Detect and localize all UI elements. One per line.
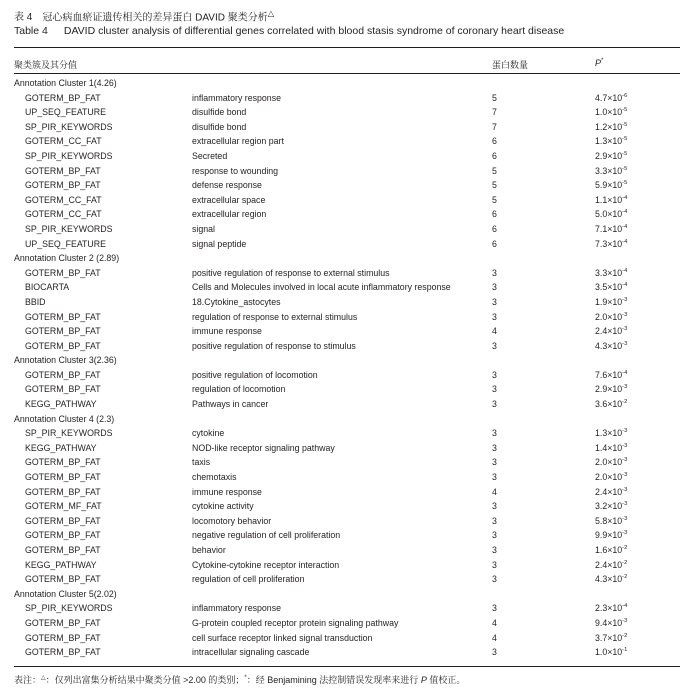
p-value-cell — [595, 384, 627, 394]
p-value-exponent: -2 — [622, 574, 628, 581]
term-cell: extracellular region part — [192, 136, 284, 147]
footnote-mark-2: * — [244, 675, 247, 681]
table-label-cn: 表 4 — [14, 12, 33, 24]
p-value-exponent: -3 — [622, 311, 628, 318]
count-cell: 4 — [492, 326, 497, 337]
count-cell: 4 — [492, 632, 497, 643]
p-value-exponent: -3 — [622, 515, 628, 522]
p-value-cell — [595, 443, 627, 453]
p-value-cell — [595, 93, 627, 103]
term-cell: cytokine — [192, 428, 225, 439]
category-cell: GOTERM_BP_FAT — [25, 515, 101, 526]
p-value-base: 5.9×10 — [595, 180, 623, 191]
table-row — [0, 559, 694, 574]
p-value-cell — [595, 530, 627, 540]
category-cell: KEGG_PATHWAY — [25, 442, 97, 453]
table-row — [0, 208, 694, 223]
table-row — [0, 427, 694, 442]
header-count: 蛋白数量 — [492, 60, 529, 70]
term-cell: signal — [192, 223, 215, 234]
count-cell: 3 — [492, 282, 497, 293]
p-value-base: 7.1×10 — [595, 223, 623, 234]
term-cell: immune response — [192, 326, 262, 337]
count-cell: 4 — [492, 486, 497, 497]
p-value-base: 4.3×10 — [595, 574, 623, 585]
table-row — [0, 442, 694, 457]
table-row — [0, 529, 694, 544]
footnote-p-letter: P — [420, 675, 427, 685]
p-value-exponent: -2 — [622, 545, 628, 551]
p-value-base: 1.3×10 — [595, 136, 623, 147]
p-value-cell — [595, 326, 627, 336]
count-cell: 3 — [492, 428, 497, 439]
category-cell: BBID — [25, 296, 46, 307]
p-value-cell — [595, 516, 627, 526]
table-row — [0, 223, 694, 238]
p-value-base: 7.3×10 — [595, 238, 623, 249]
count-cell: 6 — [492, 238, 497, 249]
p-value-base: 1.6×10 — [595, 545, 623, 555]
cluster-header-row — [0, 354, 694, 369]
p-value-base: 3.2×10 — [595, 501, 623, 512]
category-cell: SP_PIR_KEYWORDS — [25, 603, 113, 614]
table-row — [0, 135, 694, 150]
table-label-en: Table 4 — [14, 25, 48, 37]
term-cell: behavior — [192, 545, 226, 555]
cluster-header-row — [0, 588, 694, 603]
category-cell: GOTERM_BP_FAT — [25, 486, 101, 497]
p-value-cell — [595, 428, 627, 438]
p-value-exponent: -5 — [622, 180, 628, 187]
cluster-header-row — [0, 252, 694, 267]
footnote-mark-1: △ — [41, 675, 46, 681]
p-value-cell — [595, 136, 627, 146]
table-row — [0, 383, 694, 398]
p-value-base: 9.9×10 — [595, 530, 623, 541]
table-row — [0, 602, 694, 617]
category-cell: GOTERM_BP_FAT — [25, 632, 101, 643]
table-row — [0, 179, 694, 194]
category-cell: GOTERM_BP_FAT — [25, 472, 101, 483]
term-cell: inflammatory response — [192, 92, 281, 103]
table-row — [0, 92, 694, 107]
p-value-cell — [595, 282, 627, 292]
p-value-exponent: -3 — [622, 340, 628, 347]
cluster-label: Annotation Cluster 3(2.36) — [14, 355, 117, 366]
category-cell: SP_PIR_KEYWORDS — [25, 223, 113, 234]
count-cell: 3 — [492, 340, 497, 351]
p-value-exponent: -5 — [622, 165, 628, 172]
cluster-label: Annotation Cluster 5(2.02) — [14, 588, 117, 599]
category-cell: SP_PIR_KEYWORDS — [25, 428, 113, 439]
p-value-cell — [595, 151, 627, 161]
category-cell: BIOCARTA — [25, 282, 70, 293]
cluster-header-row — [0, 77, 694, 92]
category-cell: GOTERM_BP_FAT — [25, 530, 101, 541]
p-value-exponent: -3 — [622, 486, 628, 493]
count-cell: 3 — [492, 501, 497, 512]
category-cell: KEGG_PATHWAY — [25, 559, 97, 570]
caption-footnote-mark: △ — [267, 8, 275, 18]
table-row — [0, 456, 694, 471]
cluster-header-row — [0, 413, 694, 428]
p-value-exponent: -4 — [622, 267, 628, 274]
p-value-cell — [595, 399, 627, 409]
p-value-base: 1.0×10 — [595, 107, 623, 118]
table-row — [0, 194, 694, 209]
p-value-exponent: -5 — [622, 136, 628, 143]
header-p-value — [595, 58, 603, 68]
p-value-exponent: -6 — [622, 92, 628, 99]
category-cell: KEGG_PATHWAY — [25, 399, 97, 410]
term-cell: response to wounding — [192, 165, 279, 176]
count-cell: 3 — [492, 515, 497, 526]
category-cell: GOTERM_BP_FAT — [25, 647, 101, 658]
category-cell: GOTERM_BP_FAT — [25, 384, 101, 395]
count-cell: 3 — [492, 296, 497, 307]
p-value-exponent: -3 — [622, 442, 628, 449]
category-cell: GOTERM_BP_FAT — [25, 617, 101, 628]
footnote-text-1: ：仅列出富集分析结果中聚类分值 >2.00 的类别； — [45, 675, 245, 685]
p-value-base: 2.3×10 — [595, 603, 623, 614]
term-cell: disulfide bond — [192, 107, 247, 118]
p-value-cell — [595, 618, 627, 628]
table-row — [0, 296, 694, 311]
p-value-cell — [595, 370, 627, 380]
category-cell: GOTERM_CC_FAT — [25, 209, 102, 220]
p-value-exponent: -3 — [622, 530, 628, 537]
category-cell: GOTERM_BP_FAT — [25, 92, 101, 103]
p-value-exponent: -3 — [622, 457, 628, 464]
p-value-cell — [595, 180, 627, 190]
count-cell: 6 — [492, 209, 497, 220]
p-value-cell — [595, 603, 627, 613]
p-value-base: 2.9×10 — [595, 150, 623, 161]
p-value-exponent: -4 — [622, 282, 628, 289]
table-row — [0, 281, 694, 296]
table-row — [0, 515, 694, 530]
p-value-exponent: -4 — [622, 238, 628, 245]
count-cell: 3 — [492, 559, 497, 570]
p-value-cell — [595, 545, 627, 555]
p-value-base: 9.4×10 — [595, 617, 623, 628]
table-row — [0, 340, 694, 355]
p-value-cell — [595, 647, 627, 657]
p-value-base: 1.3×10 — [595, 428, 623, 439]
category-cell: GOTERM_BP_FAT — [25, 165, 101, 176]
table-row — [0, 398, 694, 413]
count-cell: 6 — [492, 150, 497, 161]
p-value-base: 5.8×10 — [595, 515, 623, 526]
table-row — [0, 500, 694, 515]
p-value-cell — [595, 107, 627, 117]
count-cell: 6 — [492, 223, 497, 234]
table-caption-en: DAVID cluster analysis of differential genes correlated with blood stasis syndrome of coronary heart disease — [63, 25, 565, 37]
term-cell: intracellular signaling cascade — [192, 647, 310, 658]
table-row — [0, 238, 694, 253]
term-cell: G-protein coupled receptor protein signaling pathway — [192, 617, 399, 628]
header-p-mark: * — [601, 58, 604, 64]
cluster-label: Annotation Cluster 2 (2.89) — [14, 253, 120, 264]
count-cell: 6 — [492, 136, 497, 147]
p-value-cell — [595, 122, 627, 132]
term-cell: Pathways in cancer — [192, 399, 269, 410]
term-cell: taxis — [192, 457, 211, 468]
p-value-base: 1.9×10 — [595, 296, 623, 307]
term-cell: signal peptide — [192, 238, 247, 249]
p-value-base: 2.9×10 — [595, 384, 623, 395]
term-cell: negative regulation of cell proliferation — [192, 530, 341, 541]
table-row — [0, 486, 694, 501]
p-value-cell — [595, 297, 627, 307]
p-value-base: 1.0×10 — [595, 647, 623, 658]
p-value-cell — [595, 633, 627, 643]
category-cell: SP_PIR_KEYWORDS — [25, 121, 113, 132]
count-cell: 5 — [492, 180, 497, 191]
p-value-cell — [595, 457, 627, 467]
p-value-exponent: -3 — [622, 326, 628, 333]
table-title-en — [14, 25, 564, 37]
table-row — [0, 573, 694, 588]
category-cell: SP_PIR_KEYWORDS — [25, 150, 113, 161]
term-cell: disulfide bond — [192, 121, 247, 132]
p-value-base: 5.0×10 — [595, 209, 623, 220]
category-cell: GOTERM_CC_FAT — [25, 194, 102, 205]
p-value-cell — [595, 472, 627, 482]
term-cell: positive regulation of response to external stimulus — [192, 267, 390, 278]
p-value-base: 7.6×10 — [595, 369, 623, 380]
category-cell: GOTERM_CC_FAT — [25, 136, 102, 147]
category-cell: GOTERM_BP_FAT — [25, 545, 101, 555]
p-value-base: 3.3×10 — [595, 267, 623, 278]
table-row — [0, 267, 694, 282]
p-value-base: 3.3×10 — [595, 165, 623, 176]
p-value-base: 1.1×10 — [595, 194, 623, 205]
p-value-cell — [595, 209, 627, 219]
table-row — [0, 165, 694, 180]
term-cell: 18.Cytokine_astocytes — [192, 296, 281, 307]
p-value-base: 3.5×10 — [595, 282, 623, 293]
count-cell: 4 — [492, 617, 497, 628]
category-cell: GOTERM_BP_FAT — [25, 267, 101, 278]
term-cell: extracellular space — [192, 194, 266, 205]
p-value-cell — [595, 574, 627, 584]
p-value-exponent: -5 — [622, 107, 628, 114]
count-cell: 3 — [492, 603, 497, 614]
term-cell: regulation of response to external stimulus — [192, 311, 358, 322]
p-value-cell — [595, 560, 627, 570]
table-row — [0, 150, 694, 165]
count-cell: 3 — [492, 442, 497, 453]
table-row — [0, 632, 694, 647]
cluster-label: Annotation Cluster 1(4.26) — [14, 78, 117, 88]
p-value-cell — [595, 268, 627, 278]
p-value-exponent: -4 — [622, 369, 628, 376]
p-value-cell — [595, 341, 627, 351]
term-cell: NOD-like receptor signaling pathway — [192, 442, 335, 453]
term-cell: Secreted — [192, 150, 228, 161]
table-row — [0, 544, 694, 559]
p-value-exponent: -4 — [622, 223, 628, 230]
count-cell: 3 — [492, 457, 497, 468]
category-cell: GOTERM_BP_FAT — [25, 180, 101, 191]
table-row — [0, 646, 694, 661]
table-header-rule — [14, 73, 680, 74]
count-cell: 7 — [492, 107, 497, 118]
term-cell: Cytokine-cytokine receptor interaction — [192, 559, 340, 570]
p-value-exponent: -2 — [622, 632, 628, 639]
p-value-cell — [595, 487, 627, 497]
p-value-cell — [595, 312, 627, 322]
category-cell: UP_SEQ_FEATURE — [25, 238, 106, 249]
p-value-exponent: -3 — [622, 501, 628, 508]
count-cell: 5 — [492, 165, 497, 176]
footnote-label: 表注： — [14, 675, 42, 685]
table-row — [0, 311, 694, 326]
p-value-exponent: -4 — [622, 209, 628, 216]
header-category: 聚类簇及其分值 — [14, 60, 78, 70]
count-cell: 3 — [492, 311, 497, 322]
table-row — [0, 325, 694, 340]
category-cell: GOTERM_BP_FAT — [25, 369, 101, 380]
table-row — [0, 121, 694, 136]
category-cell: GOTERM_BP_FAT — [25, 340, 101, 351]
count-cell: 3 — [492, 369, 497, 380]
p-value-exponent: -4 — [622, 603, 628, 610]
count-cell: 3 — [492, 399, 497, 410]
p-value-cell — [595, 195, 627, 205]
table-title-cn — [14, 8, 274, 23]
count-cell: 5 — [492, 92, 497, 103]
p-value-base: 2.4×10 — [595, 559, 623, 570]
p-value-base: 3.7×10 — [595, 632, 623, 643]
p-value-base: 1.4×10 — [595, 442, 623, 453]
p-value-exponent: -2 — [622, 559, 628, 566]
p-value-exponent: -5 — [622, 121, 628, 128]
table-row — [0, 369, 694, 384]
category-cell: GOTERM_BP_FAT — [25, 326, 101, 337]
p-value-base: 2.4×10 — [595, 326, 623, 337]
table-row — [0, 617, 694, 632]
p-value-exponent: -3 — [622, 617, 628, 624]
count-cell: 7 — [492, 121, 497, 132]
count-cell: 3 — [492, 472, 497, 483]
count-cell: 3 — [492, 384, 497, 395]
cluster-label: Annotation Cluster 4 (2.3) — [14, 413, 115, 424]
category-cell: UP_SEQ_FEATURE — [25, 107, 106, 118]
table-body — [0, 77, 694, 661]
p-value-cell — [595, 501, 627, 511]
p-value-exponent: -3 — [622, 384, 628, 391]
table-footnote — [14, 673, 465, 686]
p-value-cell — [595, 224, 627, 234]
p-value-base: 2.0×10 — [595, 472, 623, 483]
term-cell: chemotaxis — [192, 472, 237, 483]
count-cell: 3 — [492, 574, 497, 585]
table-bottom-rule — [14, 666, 680, 667]
term-cell: extracellular region — [192, 209, 267, 220]
term-cell: immune response — [192, 486, 262, 497]
count-cell: 3 — [492, 530, 497, 541]
category-cell: GOTERM_BP_FAT — [25, 574, 101, 585]
term-cell: positive regulation of response to stimulus — [192, 340, 356, 351]
term-cell: defense response — [192, 180, 262, 191]
p-value-exponent: -3 — [622, 296, 628, 303]
table-row — [0, 471, 694, 486]
term-cell: cytokine activity — [192, 501, 254, 512]
p-value-exponent: -1 — [622, 647, 628, 654]
count-cell: 3 — [492, 647, 497, 658]
header-p-letter: P — [595, 58, 602, 68]
count-cell: 3 — [492, 267, 497, 278]
table-caption-cn: 冠心病血瘀证遗传相关的差异蛋白 DAVID 聚类分析 — [42, 12, 268, 24]
category-cell: GOTERM_MF_FAT — [25, 501, 102, 512]
p-value-cell — [595, 166, 627, 176]
count-cell: 5 — [492, 194, 497, 205]
category-cell: GOTERM_BP_FAT — [25, 457, 101, 468]
term-cell: locomotory behavior — [192, 515, 272, 526]
p-value-exponent: -5 — [622, 150, 628, 157]
table-top-rule — [14, 47, 680, 48]
footnote-text-2a: ：经 Benjamining 法控制错误发现率来进行 — [246, 675, 421, 685]
p-value-base: 2.0×10 — [595, 311, 623, 322]
p-value-exponent: -3 — [622, 428, 628, 435]
p-value-base: 4.7×10 — [595, 92, 623, 103]
count-cell: 3 — [492, 545, 497, 555]
p-value-base: 1.2×10 — [595, 121, 623, 132]
p-value-base: 2.4×10 — [595, 486, 623, 497]
term-cell: inflammatory response — [192, 603, 281, 614]
term-cell: regulation of locomotion — [192, 384, 286, 395]
p-value-exponent: -3 — [622, 472, 628, 479]
p-value-cell — [595, 239, 627, 249]
term-cell: regulation of cell proliferation — [192, 574, 305, 585]
p-value-exponent: -4 — [622, 194, 628, 201]
table-row — [0, 106, 694, 121]
p-value-base: 3.6×10 — [595, 399, 623, 410]
term-cell: cell surface receptor linked signal transduction — [192, 632, 373, 643]
category-cell: GOTERM_BP_FAT — [25, 311, 101, 322]
p-value-exponent: -2 — [622, 399, 628, 406]
p-value-base: 2.0×10 — [595, 457, 623, 468]
footnote-text-2b: 值校正。 — [426, 675, 466, 685]
term-cell: positive regulation of locomotion — [192, 369, 318, 380]
term-cell: Cells and Molecules involved in local acute inflammatory response — [192, 282, 451, 293]
p-value-base: 4.3×10 — [595, 340, 623, 351]
